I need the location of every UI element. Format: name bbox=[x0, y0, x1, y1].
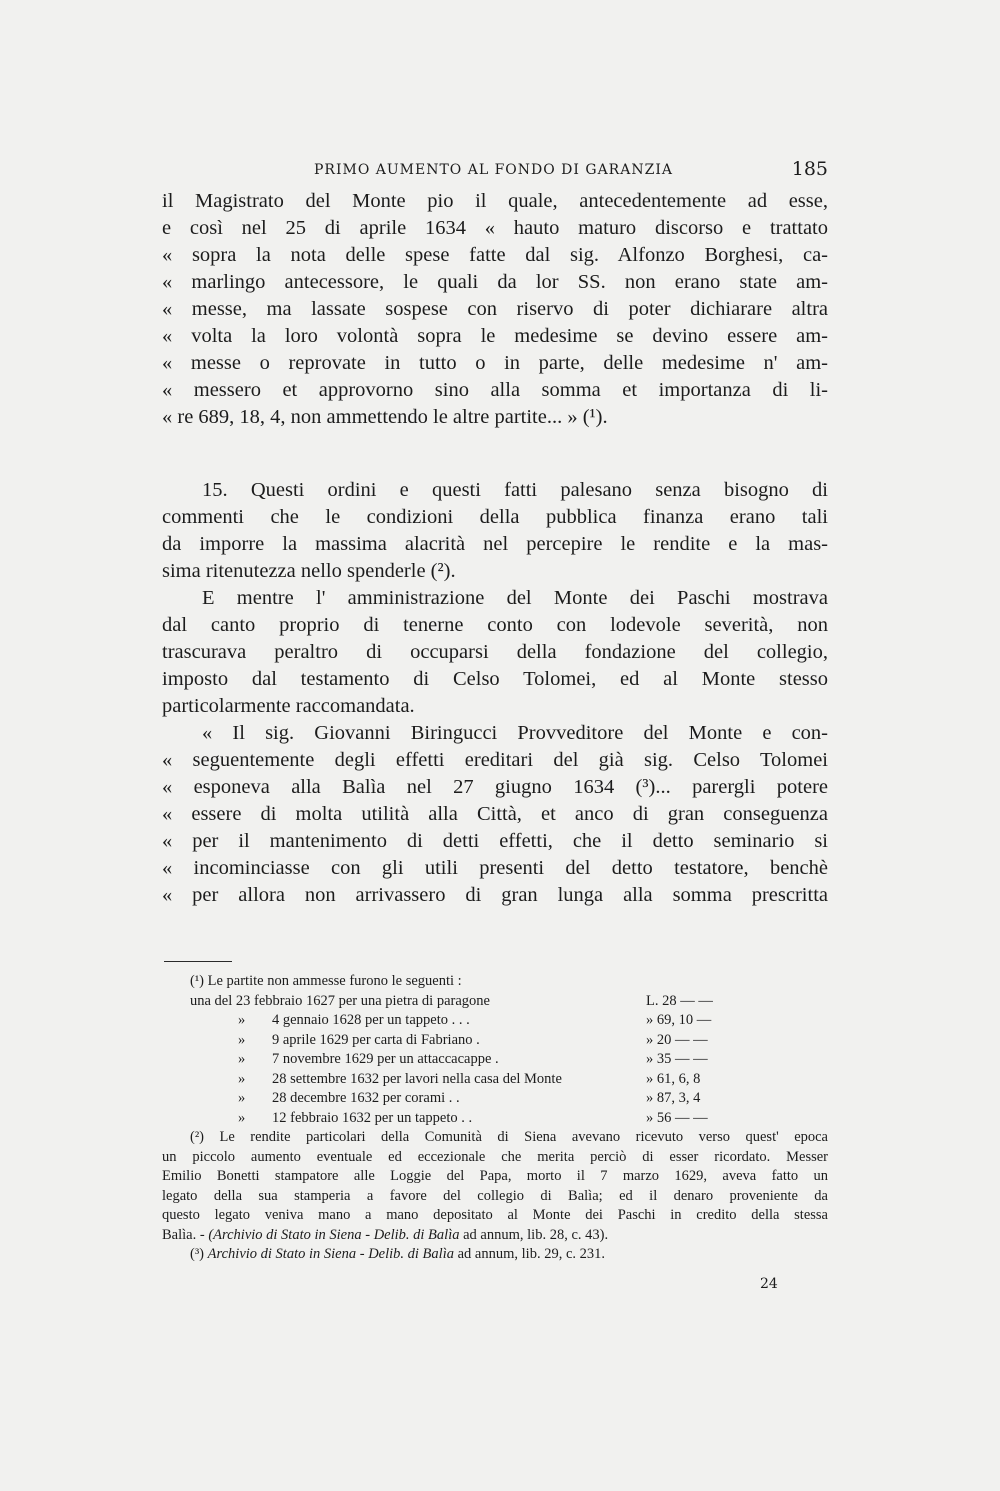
paragraph-1 bbox=[162, 188, 828, 431]
footnote-line: (²) Le rendite particolari della Comunità di Siena avevano ricevuto verso quest' epoca bbox=[190, 1129, 828, 1145]
text-line: imposto dal testamento di Celso Tolomei, ed al Monte stesso bbox=[162, 668, 828, 690]
text-line: dal canto proprio di tenerne conto con lodevole severità, non bbox=[162, 614, 828, 636]
archive-citation: (Archivio di Stato in Siena - Delib. di Balìa bbox=[208, 1226, 460, 1243]
footnote-text: Balìa. - bbox=[162, 1226, 209, 1243]
footnote-entry bbox=[162, 1109, 828, 1129]
entry-amount: » 87, 3, 4 bbox=[646, 1090, 701, 1106]
text-line: « marlingo antecessore, le quali da lor SS. non erano state am- bbox=[162, 271, 828, 293]
text-line: « Il sig. Giovanni Biringucci Provveditore del Monte e con- bbox=[202, 722, 828, 744]
footnote-entry bbox=[162, 1031, 828, 1051]
footnote-line bbox=[162, 1245, 828, 1265]
entry-description: 7 novembre 1629 per un attaccacappe . bbox=[272, 1051, 499, 1067]
footnote-text: ad annum, lib. 29, c. 231. bbox=[453, 1246, 606, 1262]
footnote-rule bbox=[164, 961, 232, 962]
entry-description: 9 aprile 1629 per carta di Fabriano . bbox=[272, 1031, 480, 1048]
footnote-2 bbox=[162, 1128, 828, 1245]
paragraph-2 bbox=[162, 477, 828, 585]
running-title: PRIMO AUMENTO AL FONDO DI GARANZIA bbox=[314, 162, 673, 178]
text-line: il Magistrato del Monte pio il quale, antecedentemente ad esse, bbox=[162, 190, 828, 212]
page-header bbox=[162, 158, 828, 186]
entry-description: 12 febbraio 1632 per un tappeto . . bbox=[272, 1109, 473, 1126]
entry-mark: » bbox=[238, 1090, 246, 1106]
footnote-line: legato della sua stamperia a favore del collegio di Balìa; ed il denaro proveniente da bbox=[162, 1187, 828, 1204]
text-line: « seguentemente degli effetti ereditari del già sig. Celso Tolomei bbox=[162, 749, 828, 771]
text-line: trascurava peraltro di occuparsi della fondazione del collegio, bbox=[162, 641, 828, 663]
text-line: « per il mantenimento di detti effetti, che il detto seminario si bbox=[162, 830, 828, 852]
text-line: E mentre l' amministrazione del Monte dei Paschi mostrava bbox=[202, 587, 828, 609]
text-line: « volta la loro volontà sopra le medesime se devino essere am- bbox=[162, 325, 828, 347]
text-line: « incominciasse con gli utili presenti del detto testatore, benchè bbox=[162, 857, 828, 879]
footnote-mark: (³) bbox=[190, 1246, 208, 1262]
footnote-text: ad annum, lib. 28, c. 43). bbox=[459, 1226, 609, 1243]
footnote-1 bbox=[162, 972, 828, 1128]
footnote-line bbox=[162, 1226, 828, 1246]
entry-amount: » 35 — — bbox=[646, 1051, 708, 1067]
text-line: « messe o reprovate in tutto o in parte, delle medesime n' am- bbox=[162, 352, 828, 374]
entry-description: una del 23 febbraio 1627 per una pietra di paragone bbox=[190, 992, 490, 1009]
footnote-intro: (¹) Le partite non ammesse furono le seguenti : bbox=[190, 973, 462, 989]
paragraph-4 bbox=[162, 720, 828, 909]
entry-amount: » 56 — — bbox=[646, 1109, 708, 1126]
text-line: da imporre la massima alacrità nel percepire le rendite e la mas- bbox=[162, 533, 828, 555]
text-line: « essere di molta utilità alla Città, et anco di gran conseguenza bbox=[162, 803, 828, 825]
entry-description: 28 decembre 1632 per corami . . bbox=[272, 1090, 460, 1106]
entry-amount: » 20 — — bbox=[646, 1031, 708, 1048]
footnote-entry bbox=[162, 1089, 828, 1109]
footnote-line: questo legato veniva mano a mano depositato al Monte dei Paschi in credito della stessa bbox=[162, 1207, 828, 1223]
entry-mark: » bbox=[238, 1070, 246, 1087]
text-line: particolarmente raccomandata. bbox=[162, 695, 415, 717]
footnote-entry bbox=[162, 992, 828, 1012]
entry-mark: » bbox=[238, 1109, 246, 1126]
footnote-entry bbox=[162, 1070, 828, 1090]
footnote-entry bbox=[162, 1011, 828, 1031]
entry-description: 28 settembre 1632 per lavori nella casa del Monte bbox=[272, 1070, 562, 1087]
footnote-line: un piccolo aumento eventuale ed eccezionale che merita perciò di esser ricordato. Messer bbox=[162, 1148, 828, 1165]
footnotes bbox=[162, 972, 828, 1265]
text-line: « esponeva alla Balìa nel 27 giugno 1634 (³)... parergli potere bbox=[162, 776, 828, 798]
entry-amount: » 69, 10 — bbox=[646, 1012, 712, 1028]
signature-mark: 24 bbox=[760, 1276, 778, 1292]
entry-mark: » bbox=[238, 1031, 246, 1048]
text-line: sima ritenutezza nello spenderle (²). bbox=[162, 560, 456, 582]
entry-amount: L. 28 — — bbox=[646, 992, 713, 1009]
entry-mark: » bbox=[238, 1051, 246, 1067]
text-line: « re 689, 18, 4, non ammettendo le altre partite... » (¹). bbox=[162, 406, 608, 428]
text-line: « per allora non arrivassero di gran lunga alla somma prescritta bbox=[162, 884, 828, 906]
text-line: « sopra la nota delle spese fatte dal sig. Alfonzo Borghesi, ca- bbox=[162, 244, 828, 266]
entry-mark: » bbox=[238, 1012, 246, 1028]
main-text bbox=[162, 188, 828, 909]
entry-description: 4 gennaio 1628 per un tappeto . . . bbox=[272, 1012, 470, 1028]
text-line: « messe, ma lassate sospese con riservo di poter dichiarare altra bbox=[162, 298, 828, 320]
page-number: 185 bbox=[791, 158, 828, 180]
text-line: 15. Questi ordini e questi fatti palesano senza bisogno di bbox=[202, 479, 828, 501]
footnote-line: Emilio Bonetti stampatore alle Loggie del Papa, morto il 7 marzo 1629, aveva fatto un bbox=[162, 1168, 828, 1184]
paragraph-3 bbox=[162, 585, 828, 720]
text-line: « messero et approvorno sino alla somma et importanza di li- bbox=[162, 379, 828, 401]
text-line: e così nel 25 di aprile 1634 « hauto maturo discorso e trattato bbox=[162, 217, 828, 239]
entry-amount: » 61, 6, 8 bbox=[646, 1070, 701, 1087]
footnote-3 bbox=[162, 1245, 828, 1265]
footnote-entry bbox=[162, 1050, 828, 1070]
text-line: commenti che le condizioni della pubblica finanza erano tali bbox=[162, 506, 828, 528]
archive-citation: Archivio di Stato in Siena - Delib. di Balìa bbox=[207, 1246, 454, 1262]
